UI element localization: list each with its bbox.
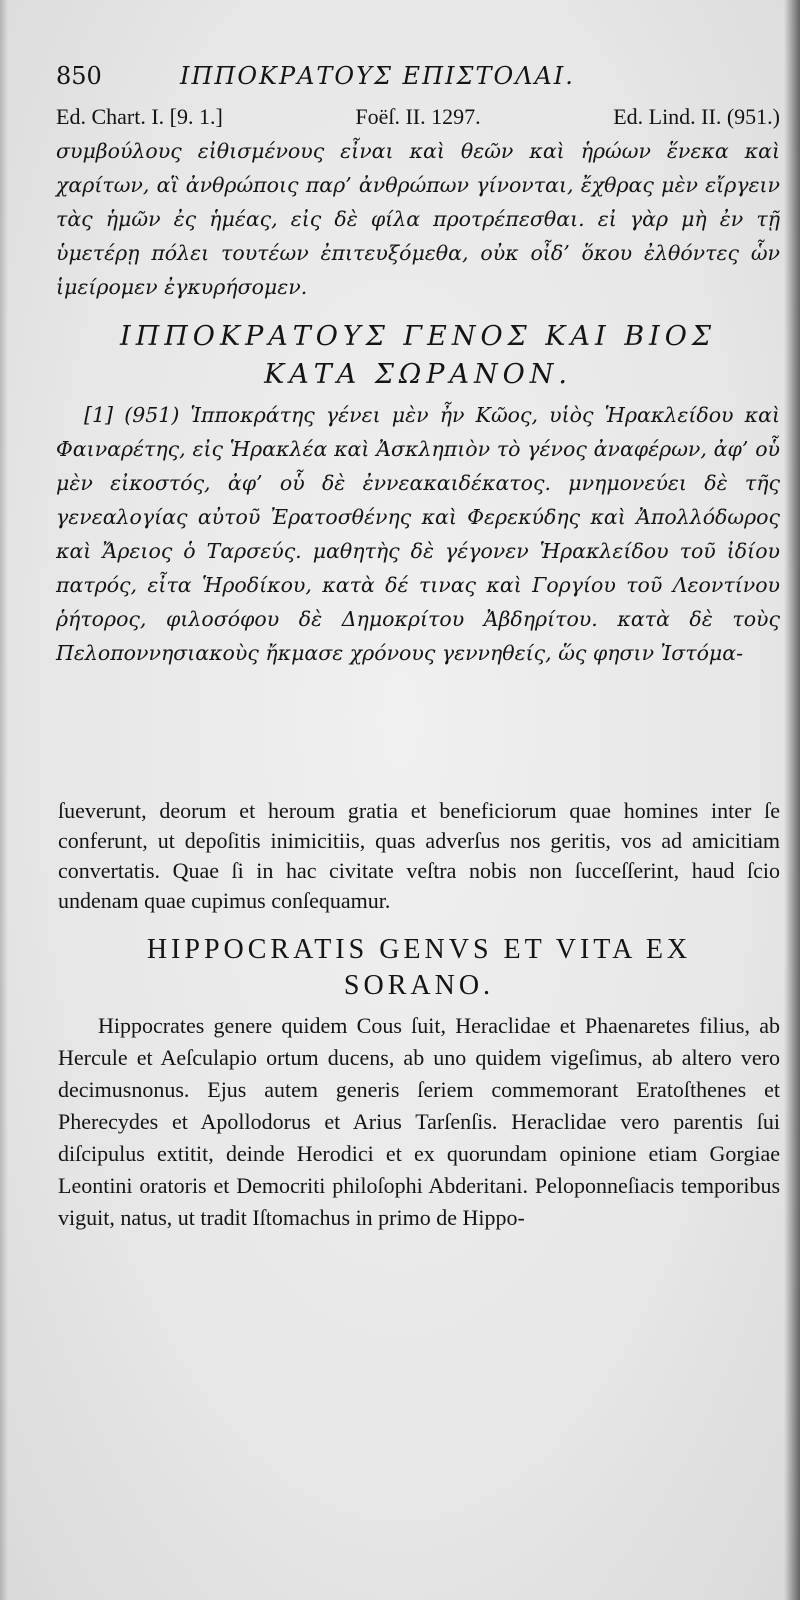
running-head (48, 62, 762, 94)
column-gap (48, 670, 762, 796)
greek-section-heading-line2: ΚΑΤΑ ΣΩΡΑΝΟΝ. (264, 359, 572, 390)
edition-foesius-reference: Foëſ. II. 1297. (355, 104, 481, 129)
page-number: 850 (56, 62, 102, 90)
edition-chartier-reference: Ed. Chart. I. [9. 1.] (56, 104, 223, 129)
greek-letter-conclusion: συμβούλους εἰθισμένους εἶναι καὶ θεῶν καὶ ἡρώων ἕνεκα καὶ χαρίτων, αἳ ἀνθρώποις παρ’ ἀνθρώπων γίνονται, ἔχθρας μὲν εἴργειν τὰς ἡμῶν ἐς ἡμέας, εἰς δὲ φίλα προτρέπεσθαι. εἰ γὰρ μὴ ἐν τῇ ὑμετέρῃ πόλει τουτέων ἐπιτευξόμεθα, οὐκ οἶδ’ ὅκου ἐλθόντες ὧν ἱμείρομεν ἐγκυρήσομεν. (56, 139, 780, 299)
latin-letter-conclusion: ſueverunt, deorum et heroum gratia et beneficiorum quae homines inter ſe conferunt, ut depoſitis inimicitiis, quas adverſus nos geritis, vos ad amicitiam convertatis. Quae ſi in hac civitate veſtra nobis non ſucceſſerint, haud ſcio undenam quae cupimus conſequamur. (58, 798, 780, 913)
latin-biography-paragraph: Hippocrates genere quidem Cous ſuit, Heraclidae et Phaenaretes filius, ab Hercule et Aeſculapio ortum ducens, ab uno quidem vigeſimus, ab altero vero decimusnonus. Ejus autem generis ſeriem commemorant Eratoſthenes et Pherecydes et Apollodorus et Arius Tarſenſis. Heraclidae vero parentis ſui diſcipulus extitit, deinde Herodici et ex quorundam opinione etiam Gorgiae Leontini oratoris et Democriti philoſophi Abderitani. Peloponneſiacis temporibus viguit, natus, ut tradit Iſtomachus in primo de Hippo- (58, 1013, 780, 1230)
edition-linden-reference: Ed. Lind. II. (951.) (613, 104, 780, 129)
greek-section-heading-line1: ΙΠΠΟΚΡΑΤΟΥΣ ΓΕΝΟΣ ΚΑΙ ΒΙΟΣ (120, 321, 716, 352)
edition-reference-line (56, 102, 780, 132)
running-title: ΙΠΠΟΚΡΑΤΟΥΣ ΕΠΙΣΤΟΛΑΙ. (180, 62, 575, 90)
latin-section-heading-line2: SORANO. (343, 970, 495, 1001)
latin-section-heading-line1: HIPPOCRATIS GENVS ET VITA EX (146, 934, 692, 965)
greek-biography-paragraph: [1] (951) Ἱπποκράτης γένει μὲν ἦν Κῶος, υἱὸς Ἡρακλείδου καὶ Φαιναρέτης, εἰς Ἡρακλέα καὶ Ἀσκληπιὸν τὸ γένος ἀναφέρων, ἀφ’ οὗ μὲν εἰκοστός, ἀφ’ οὗ δὲ ἐννεακαιδέκατος. μνημονεύει δὲ τῆς γενεαλογίας αὐτοῦ Ἐρατοσθένης καὶ Φερεκύδης καὶ Ἀπολλόδωρος καὶ Ἄρειος ὁ Ταρσεύς. μαθητὴς δὲ γέγονεν Ἡρακλείδου τοῦ ἰδίου πατρός, εἶτα Ἡροδίκου, κατὰ δέ τινας καὶ Γοργίου τοῦ Λεοντίνου ῥήτορος, φιλοσόφου δὲ Δημοκρίτου Ἀβδηρίτου. κατὰ δὲ τοὺς Πελοποννησιακοὺς ἤκμασε χρόνους γεννηθείς, ὥς φησιν Ἰστόμα- (56, 403, 780, 665)
